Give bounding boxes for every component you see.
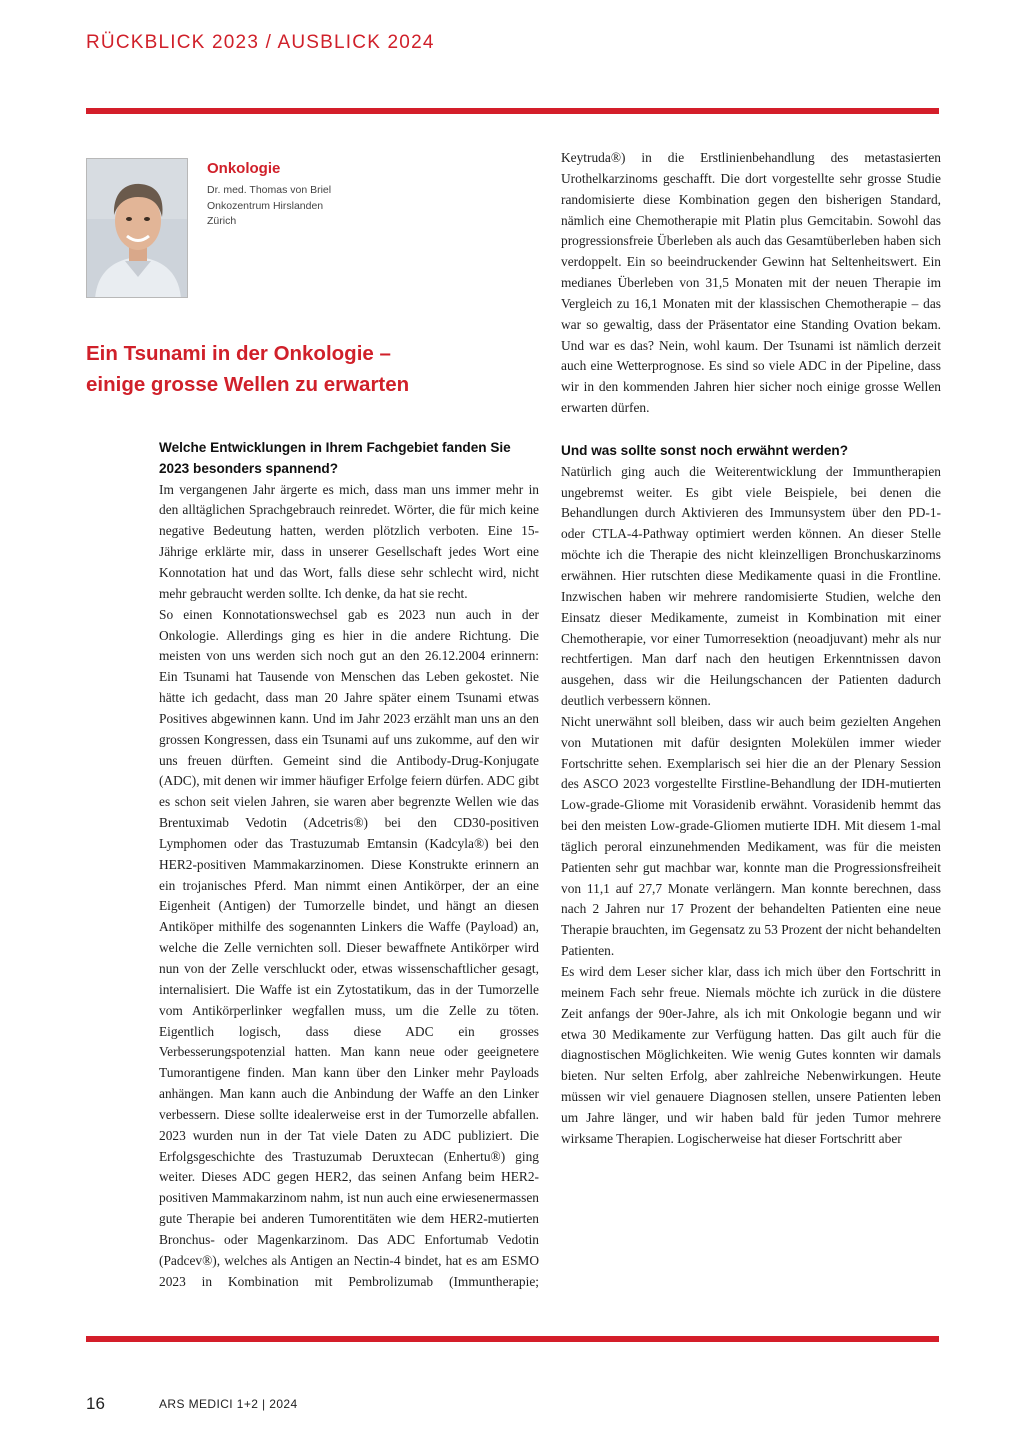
article-title [86,338,506,400]
author-institution: Onkozentrum Hirslanden [207,199,324,212]
question-2: Und was sollte sonst noch erwähnt werden? [561,442,849,458]
portrait-illustration [87,159,188,298]
column-right [561,148,941,1150]
paragraph-1: Im vergangenen Jahr ärgerte es mich, dass man uns immer mehr in den alltäglichen Sprachgebrauch reinredet. Wörter, die für mich keine negative Bedeutung hatten, werden plötzlich verboten. Eine 15-Jährige erklärte mir, dass in unserer Gesellschaft jedes Wort eine Konnotation hat und das Wort, falls diese sehr schlecht wird, nicht mehr gebraucht werden sollte. Ich denke, da hat sie recht. [159,481,539,601]
paragraph-4: Nicht unerwähnt soll bleiben, dass wir auch beim gezielten Angehen von Mutationen mit dafür designten Molekülen immer wieder Fortschritte sehen. Exemplarisch sei hier die an der Plenary Session des ASCO 2023 vorgestellte Firstline-Behandlung der IDH-mutierten Low-grade-Gliome mit Vorasidenib erwähnt. Vorasidenib hemmt das bei den meisten Low-grade-Gliomen mutierte IDH. Mit diesem 1-mal täglich peroral einzunehmenden Medikament, was für die meisten Patienten sehr gut machbar war, konnte man die Progressionsfreiheit von 11,1 auf 27,7 Monate verlängern. Man konnte berechnen, dass nach 2 Jahren nur 17 Prozent der behandelten Patienten eine neue Therapie brauchten, im Gegensatz zu 53 Prozent der nicht behandelten Patienten. [561,713,941,959]
paragraph-2-continued: Keytruda®) in die Erstlinienbehandlung des metastasierten Urothelkarzinoms geschafft. Die dort vorgestellte sehr grosse Studie randomisierte diese Kombination gegen den bisherigen Standard, nämlich eine Chemotherapie mit Platin plus Gemcitabin. Sowohl das progressionsfreie Überleben als auch das Gesamtüberleben haben sich verdoppelt. Ein so beeindruckender Gewinn hat Seltenheitswert. Ein medianes Überleben von 31,5 Monaten mit der neuen Therapie im Vergleich zu 16,1 Monaten mit der klassischen Chemotherapie – das war so gewaltig, dass der Präsentator eine Standing Ovation bekam. Und war es das? Nein, wohl kaum. Der Tsunami ist nämlich derzeit auch eine Wetterprognose. Es sind so viele ADC in der Pipeline, dass wir in den kommenden Jahren hier sicher noch einige grosse Wellen erwarten dürfen. [561,150,941,416]
section-header: RÜCKBLICK 2023 / AUSBLICK 2024 [86,32,435,53]
specialty-label: Onkologie [207,160,281,177]
article-title-line-2: einige grosse Wellen zu erwarten [86,373,410,396]
question-1: Welche Entwicklungen in Ihrem Fachgebiet fanden Sie 2023 besonders spannend? [159,440,511,476]
magazine-issue: ARS MEDICI 1+2 | 2024 [159,1397,298,1411]
author-block [207,160,507,230]
author-name: Dr. med. Thomas von Briel [207,184,332,196]
author-portrait [86,158,188,298]
article-title-line-1: Ein Tsunami in der Onkologie – [86,342,391,365]
paragraph-5: Es wird dem Leser sicher klar, dass ich mich über den Fortschritt in meinem Fach sehr freue. Niemals möchte ich zurück in die düstere Zeit anfangs der 90er-Jahre, als ich mit Onkologie begann und wir etwa 30 Medikamente zur Verfügung hatten. Das gilt auch für die diagnostischen Möglichkeiten. Wie wenig Gutes konnten wir damals bieten. Nur selten Erfolg, aber zahlreiche Nebenwirkungen. Heute müssen wir viel genauere Diagnosen stellen, unsere Patienten leben um Jahre länger, und wir haben bald für jeden Tumor mehrere wirksame Therapien. Logischerweise hat dieser Fortschritt aber [561,964,941,1146]
bottom-rule [86,1336,939,1342]
author-city: Zürich [207,215,237,227]
page-number: 16 [86,1394,105,1413]
paragraph-2: So einen Konnotationswechsel gab es 2023 nun auch in der Onkologie. Allerdings ging es hier in die andere Richtung. Die meisten von uns werden sich noch gut an den 26.12.2004 erinnern: Ein Tsunami hat Tausende von Menschen das Leben gekostet. Nie hätte ich gedacht, dass man 20 Jahre später einem Tsunami etwas Positives abgewinnen kann. Und im Jahr 2023 erzählt man uns an den grossen Kongressen, dass ein Tsunami auf uns zukomme, auf den wir uns freuen dürften. Gemeint sind die Antibody-Drug-Konjugate (ADC), mit denen wir immer häufiger Erfolge feiern dürfen. ADC gibt es schon seit vielen Jahren, sie waren aber begrenzte Wellen wie das Brentuximab Vedotin (Adcetris®) bei den CD30-positiven Lymphomen oder das Trastuzumab Emtansin (Kadcyla®) bei den HER2-positiven Mammakarzinomen. Diese Konstrukte erinnern an ein trojanisches Pferd. Man nimmt einen Antikörper, der an eine Eigenheit (Antigen) der Tumorzelle bindet, und hängt an diesen Antiköper mithilfe des sogenannten Linkers die Waffe (Payload) an, welche die Zelle vernichten soll. Dieser bewaffnete Antikörper wird nun von der Zelle verschluckt oder, etwas wissenschaftlicher gesagt, internalisiert. Die Waffe ist ein Zytostatikum, das in der Tumorzelle vom Antikörperlinker wegfallen muss, um die Zelle zu töten. Eigentlich logisch, dass diese ADC ein grosses Verbesserungspotenzial hatten. Man kann neue oder geeignetere Tumorantigene finden. Man kann über den Linker mehr Payloads anhängen. Man kann auch die Anbindung der Waffe an den Linker verbessern. Diese sollte idealerweise erst in der Tumorzelle abfallen. 2023 wurden nun in der Tat viele Daten zu ADC publiziert. Die Erfolgsgeschichte des Trastuzumab Deruxtecan (Enhertu®) ging weiter. Dieses ADC gegen HER2, das seinen Anfang beim HER2-positiven Mammakarzinom nahm, ist nun auch eine erwiesenermassen gute Therapie bei anderen Tumorentitäten wie dem HER2-mutierten Bronchus- oder Magenkarzinom. Das ADC Enfortumab Vedotin (Padcev®), welches als Antigen an Nectin-4 bindet, hat es am ESMO 2023 in Kombination mit Pembrolizumab (Immuntherapie; [159,606,539,1289]
top-rule [86,108,939,114]
column-left [159,438,539,1293]
paragraph-3: Natürlich ging auch die Weiterentwicklung der Immuntherapien ungebremst weiter. Es gibt viele Beispiele, bei denen die Behandlungen durch Aktivieren des Immunsystem über den PD-1- oder CTLA-4-Pathway optimiert werden können. An dieser Stelle möchte ich die Therapie des nicht kleinzelligen Bronchuskarzinoms erwähnen. Hier rutschten diese Medikamente quasi in die Frontline. Inzwischen haben wir mehrere randomisierte Studien, welche den Einsatz dieser Medikamente, zumeist in Kombination mit einer Chemotherapie, vor einer Tumorresektion (neoadjuvant) mehr als nur rechtfertigen. Man darf nach den heutigen Erkenntnissen davon ausgehen, dass wir die Heilungschancen der Patienten dadurch deutlich verbessern können. [561,463,941,709]
